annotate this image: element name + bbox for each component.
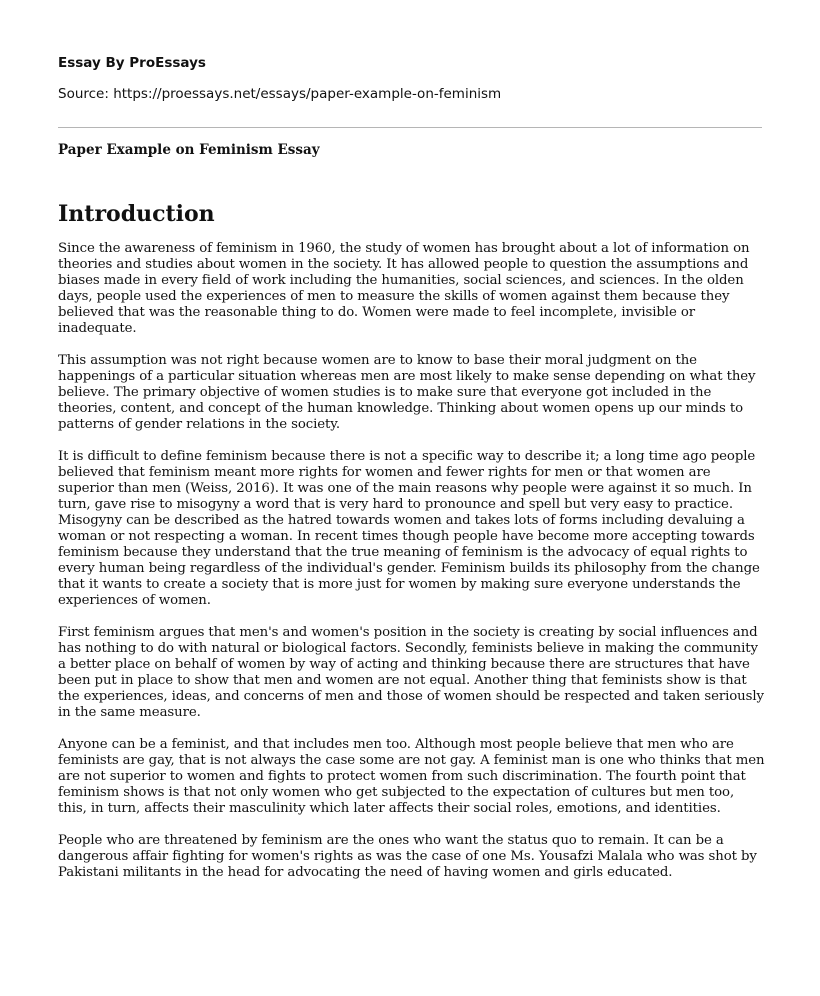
- essay-body: [58, 241, 766, 897]
- paragraph: First feminism argues that men's and women's position in the society is creating by social influences and has nothing to do with natural or biological factors. Secondly, feminists believe in making the community a better place on behalf of women by way of acting and thinking because there are structures that have been put in place to show that men and women are not equal. Another thing that feminists show is that the experiences, ideas, and concerns of men and those of women should be respected and taken seriously in the same measure.: [58, 625, 764, 720]
- site-attribution: Essay By ProEssays: [58, 55, 206, 71]
- essay-title: Paper Example on Feminism Essay: [58, 142, 320, 158]
- paragraph: This assumption was not right because women are to know to base their moral judgment on the happenings of a particular situation whereas men are most likely to make sense depending on what they believe. The primary objective of women studies is to make sure that everyone got included in the theories, content, and concept of the human knowledge. Thinking about women opens up our minds to patterns of gender relations in the society.: [58, 353, 756, 432]
- paragraph: People who are threatened by feminism are the ones who want the status quo to remain. It can be a dangerous affair fighting for women's rights as was the case of one Ms. Yousafzi Malala who was shot by Pakistani militants in the head for advocating the need of having women and girls educated.: [58, 833, 757, 880]
- header-divider: [58, 127, 762, 128]
- paragraph: Anyone can be a feminist, and that includes men too. Although most people believe that men who are feminists are gay, that is not always the case some are not gay. A feminist man is one who thinks that men are not superior to women and fights to protect women from such discrimination. The fourth point that feminism shows is that not only women who get subjected to the expectation of cultures but men too, this, in turn, affects their masculinity which later affects their social roles, emotions, and identities.: [58, 737, 765, 816]
- paragraph: Since the awareness of feminism in 1960, the study of women has brought about a lot of information on theories and studies about women in the society. It has allowed people to question the assumptions and biases made in every field of work including the humanities, social sciences, and sciences. In the olden days, people used the experiences of men to measure the skills of women against them because they believed that was the reasonable thing to do. Women were made to feel incomplete, invisible or inadequate.: [58, 241, 750, 336]
- source-url-line: Source: https://proessays.net/essays/paper-example-on-feminism: [58, 86, 502, 102]
- section-heading-introduction: Introduction: [58, 201, 215, 227]
- paragraph: It is difficult to define feminism because there is not a specific way to describe it; a long time ago people believed that feminism meant more rights for women and fewer rights for men or that women are superior than men (Weiss, 2016). It was one of the main reasons why people were against it so much. In turn, gave rise to misogyny a word that is very hard to pronounce and spell but very easy to practice. Misogyny can be described as the hatred towards women and takes lots of forms including devaluing a woman or not respecting a woman. In recent times though people have become more accepting towards feminism because they understand that the true meaning of feminism is the advocacy of equal rights to every human being regardless of the individual's gender. Feminism builds its philosophy from the change that it wants to create a society that is more just for women by making sure everyone understands the experiences of women.: [58, 449, 760, 608]
